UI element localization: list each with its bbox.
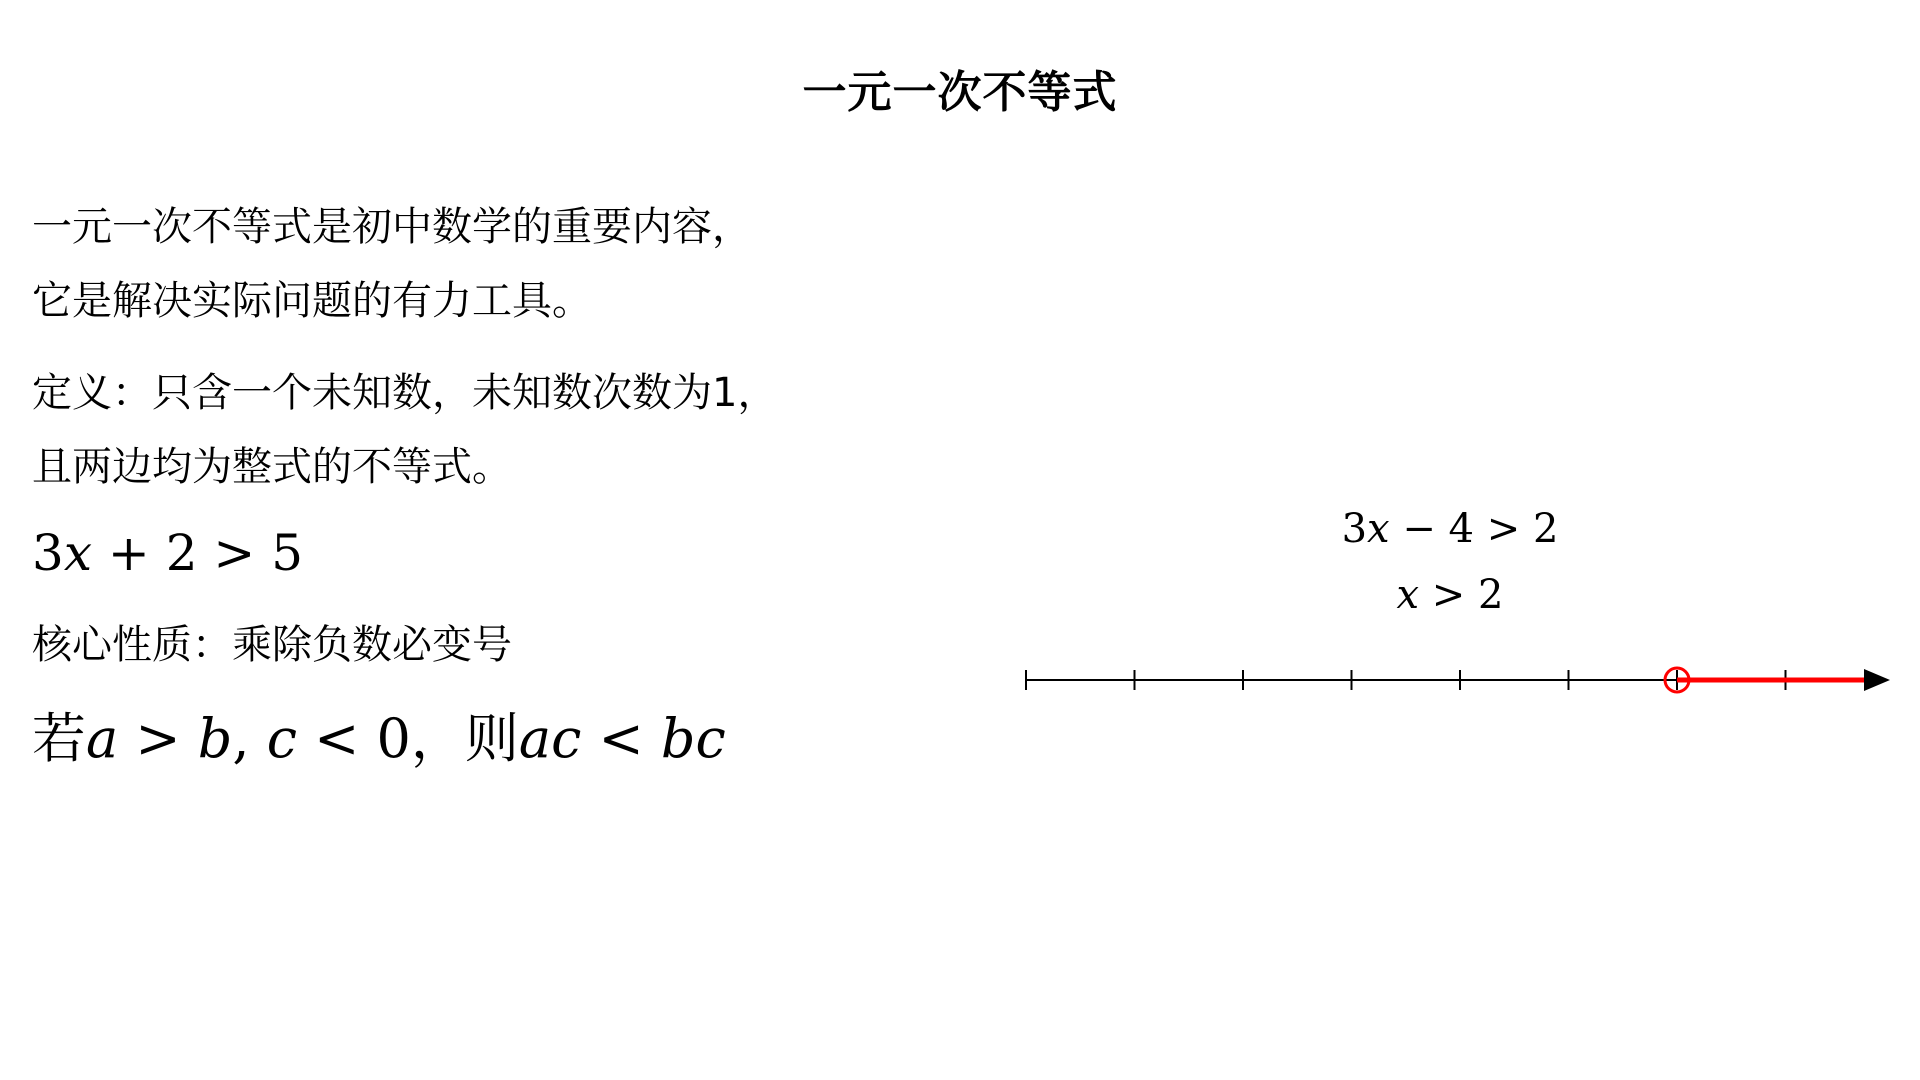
arrow-head-icon <box>1864 669 1890 691</box>
number-line <box>1010 640 1910 720</box>
intro-text <box>32 190 912 338</box>
rule-prefix: 若 <box>32 707 86 770</box>
solution-step-1 <box>1250 506 1650 552</box>
rule-bc: bc <box>660 707 726 770</box>
content-left <box>32 190 912 782</box>
rule-lt: < <box>581 707 661 770</box>
intro-line-1: 一元一次不等式是初中数学的重要内容， <box>32 204 752 250</box>
page-title: 一元一次不等式 <box>802 67 1118 118</box>
eq2-var: x <box>1396 572 1420 618</box>
eq1-var: x <box>1367 506 1390 552</box>
rule-gt: > <box>118 707 198 770</box>
rule-a: a <box>86 707 119 770</box>
intro-line-2: 它是解决实际问题的有力工具。 <box>32 278 592 324</box>
rule-ac: ac <box>518 707 582 770</box>
example-coef: 3 <box>32 524 64 582</box>
example-rest: + 2 > 5 <box>92 524 304 582</box>
rule-comma: , <box>232 707 267 770</box>
rule-then: 则 <box>464 707 519 770</box>
rule-c: c <box>266 707 297 770</box>
eq1-coef: 3 <box>1341 506 1368 552</box>
definition-line-1: 定义：只含一个未知数，未知数次数为1， <box>32 370 778 416</box>
core-property: 核心性质：乘除负数必变号 <box>32 622 512 668</box>
rule-lt0: < 0， <box>296 707 465 770</box>
eq2-rest: > 2 <box>1419 572 1504 618</box>
definition-line-2: 且两边均为整式的不等式。 <box>32 444 512 490</box>
rule-b: b <box>197 707 233 770</box>
sign-change-rule <box>32 696 912 782</box>
solution-step-2 <box>1250 572 1650 618</box>
eq1-rest: − 4 > 2 <box>1389 506 1559 552</box>
definition-text <box>32 356 912 504</box>
example-inequality <box>32 518 912 588</box>
example-var: x <box>63 524 93 582</box>
